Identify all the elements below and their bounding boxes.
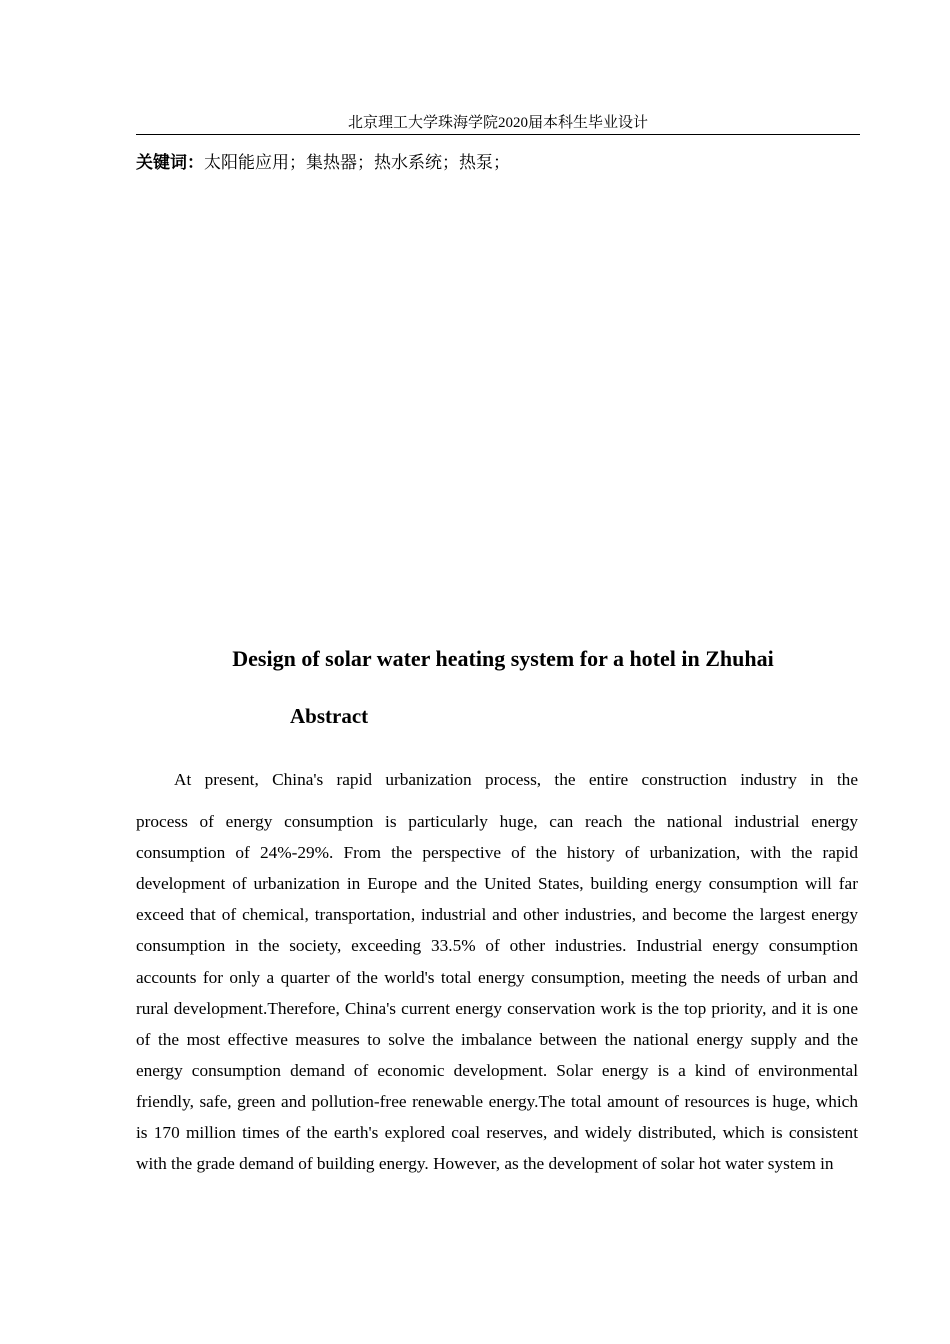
keywords-label: 关键词： (136, 153, 204, 172)
abstract-body (136, 764, 858, 1179)
abstract-first-line: At present, China's rapid urbanization process, the entire construction industry in the (174, 770, 858, 789)
abstract-heading: Abstract (290, 704, 369, 728)
english-title: Design of solar water heating system for a hotel in Zhuhai (232, 646, 774, 671)
keywords-value: 太阳能应用；集热器；热水系统；热泵； (204, 153, 510, 172)
page-header: 北京理工大学珠海学院2020届本科生毕业设计 (136, 112, 860, 135)
keywords-line (136, 150, 510, 176)
abstract-paragraph: process of energy consumption is particularly huge, can reach the national industrial energy consumption of 24%-29%. From the perspective of the history of urbanization, with the rapid development of urbanization in Europe and the United States, building energy consumption will far exceed that of chemical, transportation, industrial and other industries, and become the largest energy consumption in the society, exceeding 33.5% of other industries. Industrial energy consumption accounts for only a quarter of the world's total energy consumption, meeting the needs of urban and rural development.Therefore, China's current energy conservation work is the top priority, and it is one of the most effective measures to solve the imbalance between the national energy supply and the energy consumption demand of economic development. Solar energy is a kind of environmental friendly, safe, green and pollution-free renewable energy.The total amount of resources is huge, which is 170 million times of the earth's explored coal reserves, and widely distributed, which is consistent with the grade demand of building energy. However, as the development of solar hot water system in (136, 812, 858, 1174)
